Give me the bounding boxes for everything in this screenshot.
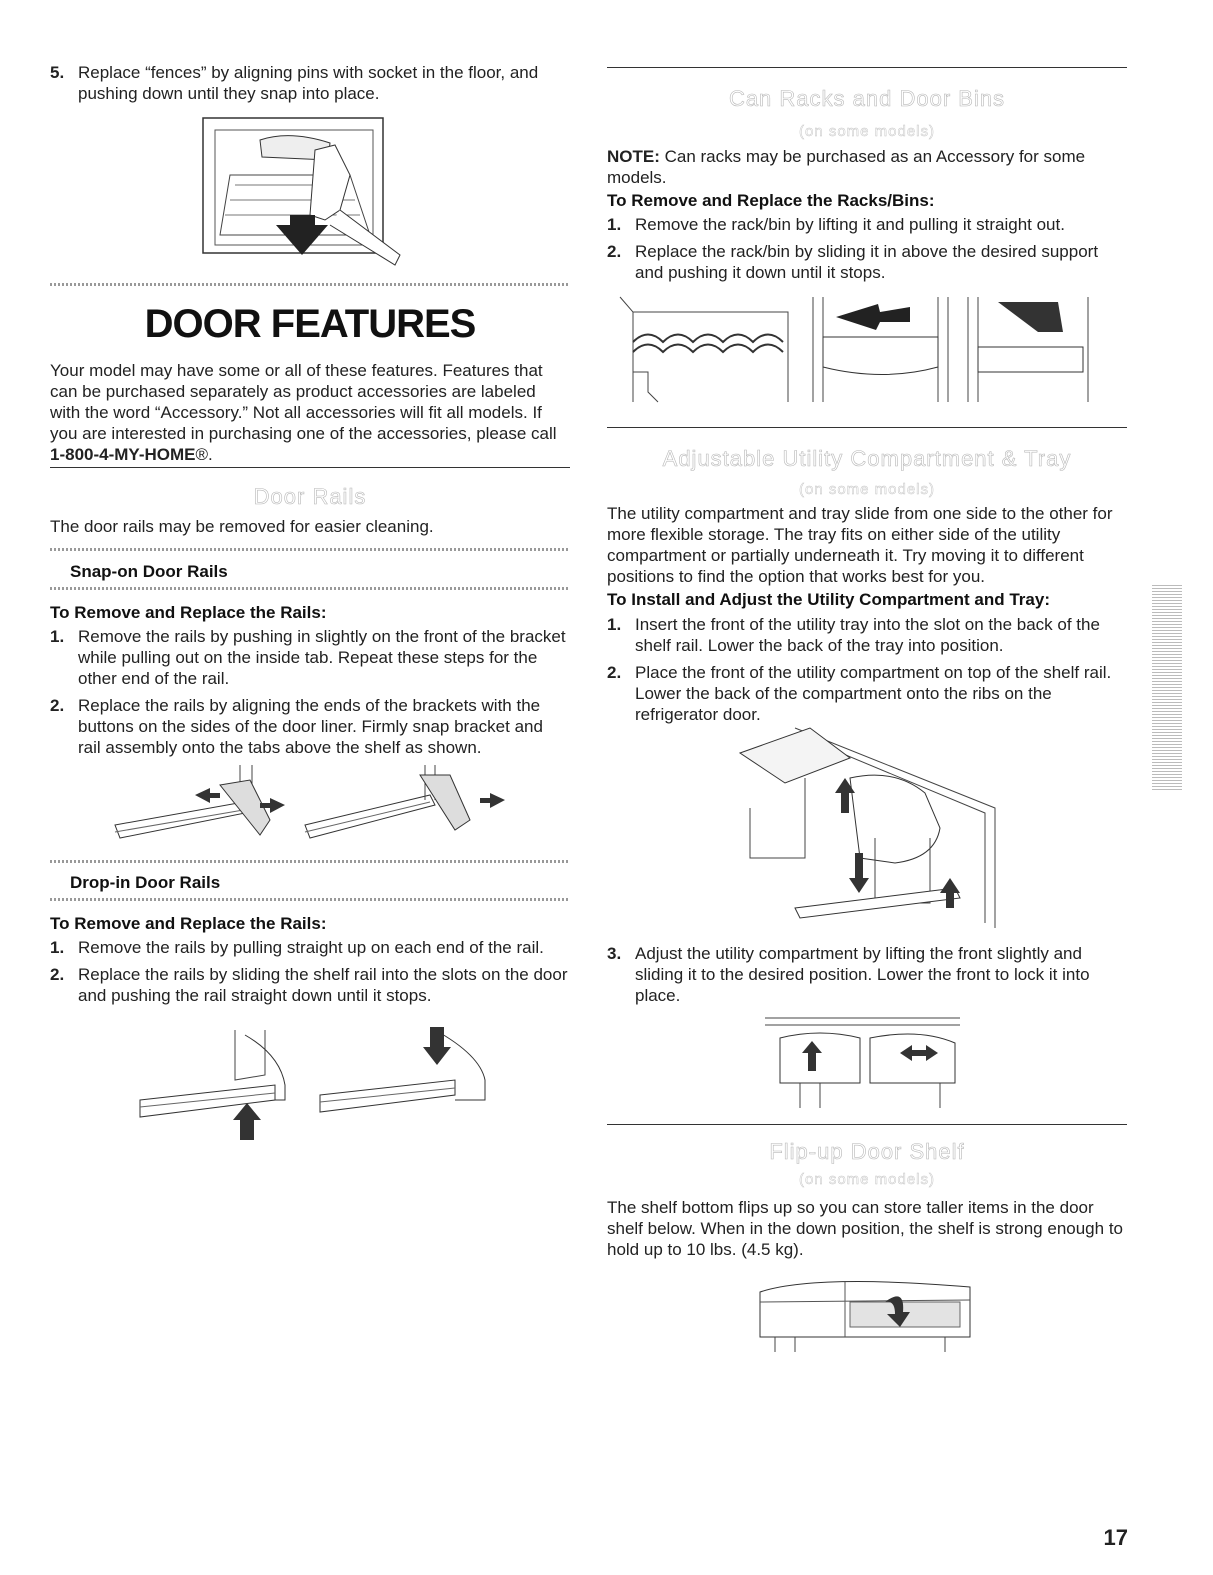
flipup-paragraph: The shelf bottom flips up so you can store taller items in the door shelf below. When in the down position, the shelf is strong enough to hold up to 10 lbs. (4.5 kg).	[607, 1198, 1123, 1259]
door-rails-text: The door rails may be removed for easier cleaning.	[50, 517, 434, 536]
section-subtitle: (on some models)	[798, 1171, 936, 1188]
snapon-rails-illustration	[110, 760, 520, 850]
snapon-steps	[50, 626, 570, 764]
racks-heading: To Remove and Replace the Racks/Bins:	[607, 191, 935, 210]
subsection-snapon: Snap-on Door Rails	[70, 562, 228, 581]
page-title: DOOR FEATURES	[144, 302, 476, 346]
utility-paragraph: The utility compartment and tray slide from one side to the other for more flexible storage. The tray fits on either side of the utility compartment or partially underneath it. Try moving it to different positions to find the option that works best for you.	[607, 504, 1113, 586]
divider	[50, 283, 570, 286]
utility-step-3	[607, 943, 1127, 1012]
racks-steps	[607, 214, 1127, 289]
list-item: 3. Adjust the utility compartment by lifting the front slightly and sliding it to the desired position. Lower the front to lock it into place.	[607, 944, 1090, 1005]
section-title-utility: Adjustable Utility Compartment & Tray	[662, 446, 1072, 471]
divider	[607, 427, 1127, 428]
dropin-rails-illustration	[135, 1025, 495, 1145]
section-tab-marker	[1152, 585, 1182, 790]
list-item: 1. Remove the rails by pushing in slightly on the front of the bracket while pulling out on the inside tab. Repeat these steps for the other end of the rail.	[50, 627, 566, 688]
fences-illustration	[200, 115, 405, 275]
list-item: 2. Place the front of the utility compartment on top of the shelf rail. Lower the back of the compartment onto the ribs on the refrigerator door.	[607, 663, 1112, 724]
list-item: 2. Replace the rails by aligning the ends of the brackets with the buttons on the sides of the door liner. Firmly snap bracket and rail assembly onto the tabs above the shelf as shown.	[50, 696, 543, 757]
section-title-can-racks: Can Racks and Door Bins	[728, 86, 1006, 111]
snapon-heading: To Remove and Replace the Rails:	[50, 603, 327, 622]
utility-steps	[607, 614, 1127, 731]
list-item: 2. Replace the rails by sliding the shelf rail into the slots on the door and pushing the rail straight down until it stops.	[50, 965, 568, 1005]
utility-heading: To Install and Adjust the Utility Compartment and Tray:	[607, 590, 1050, 609]
intro-paragraph: Your model may have some or all of these features. Features that can be purchased separately as product accessories are labeled with the word “Accessory.” Not all accessories will fit all models. If you are interested in purchasing one of the accessories, please call 1-800-4-MY-HOME®.	[50, 361, 557, 464]
section-title-flipup: Flip-up Door Shelf	[769, 1139, 965, 1164]
list-item: 1. Remove the rails by pulling straight up on each end of the rail.	[50, 938, 544, 957]
utility-adjust-illustration	[760, 1013, 965, 1113]
section-subtitle: (on some models)	[798, 123, 936, 140]
divider	[50, 898, 570, 901]
subsection-dropin: Drop-in Door Rails	[70, 873, 221, 892]
page-number: 17	[1103, 1525, 1128, 1550]
dropin-steps	[50, 937, 570, 1012]
utility-compartment-illustration	[735, 718, 1005, 933]
divider	[607, 1124, 1127, 1125]
divider	[50, 467, 570, 468]
step-5: 5. Replace “fences” by aligning pins with socket in the floor, and pushing down until they snap into place.	[50, 63, 539, 103]
flipup-shelf-illustration	[755, 1272, 975, 1354]
dropin-heading: To Remove and Replace the Rails:	[50, 914, 327, 933]
section-subtitle: (on some models)	[798, 481, 936, 498]
note-paragraph: NOTE: Can racks may be purchased as an Accessory for some models.	[607, 147, 1086, 187]
racks-bins-illustration	[618, 292, 1093, 407]
divider	[50, 587, 570, 590]
divider	[50, 860, 570, 863]
list-item: 1. Remove the rack/bin by lifting it and pulling it straight out.	[607, 215, 1065, 234]
list-item: 1. Insert the front of the utility tray into the slot on the back of the shelf rail. Lower the back of the tray into position.	[607, 615, 1100, 655]
section-title-door-rails: Door Rails	[253, 484, 367, 509]
divider	[607, 67, 1127, 68]
list-item: 2. Replace the rack/bin by sliding it in above the desired support and pushing it down until it stops.	[607, 242, 1099, 282]
divider	[50, 548, 570, 551]
